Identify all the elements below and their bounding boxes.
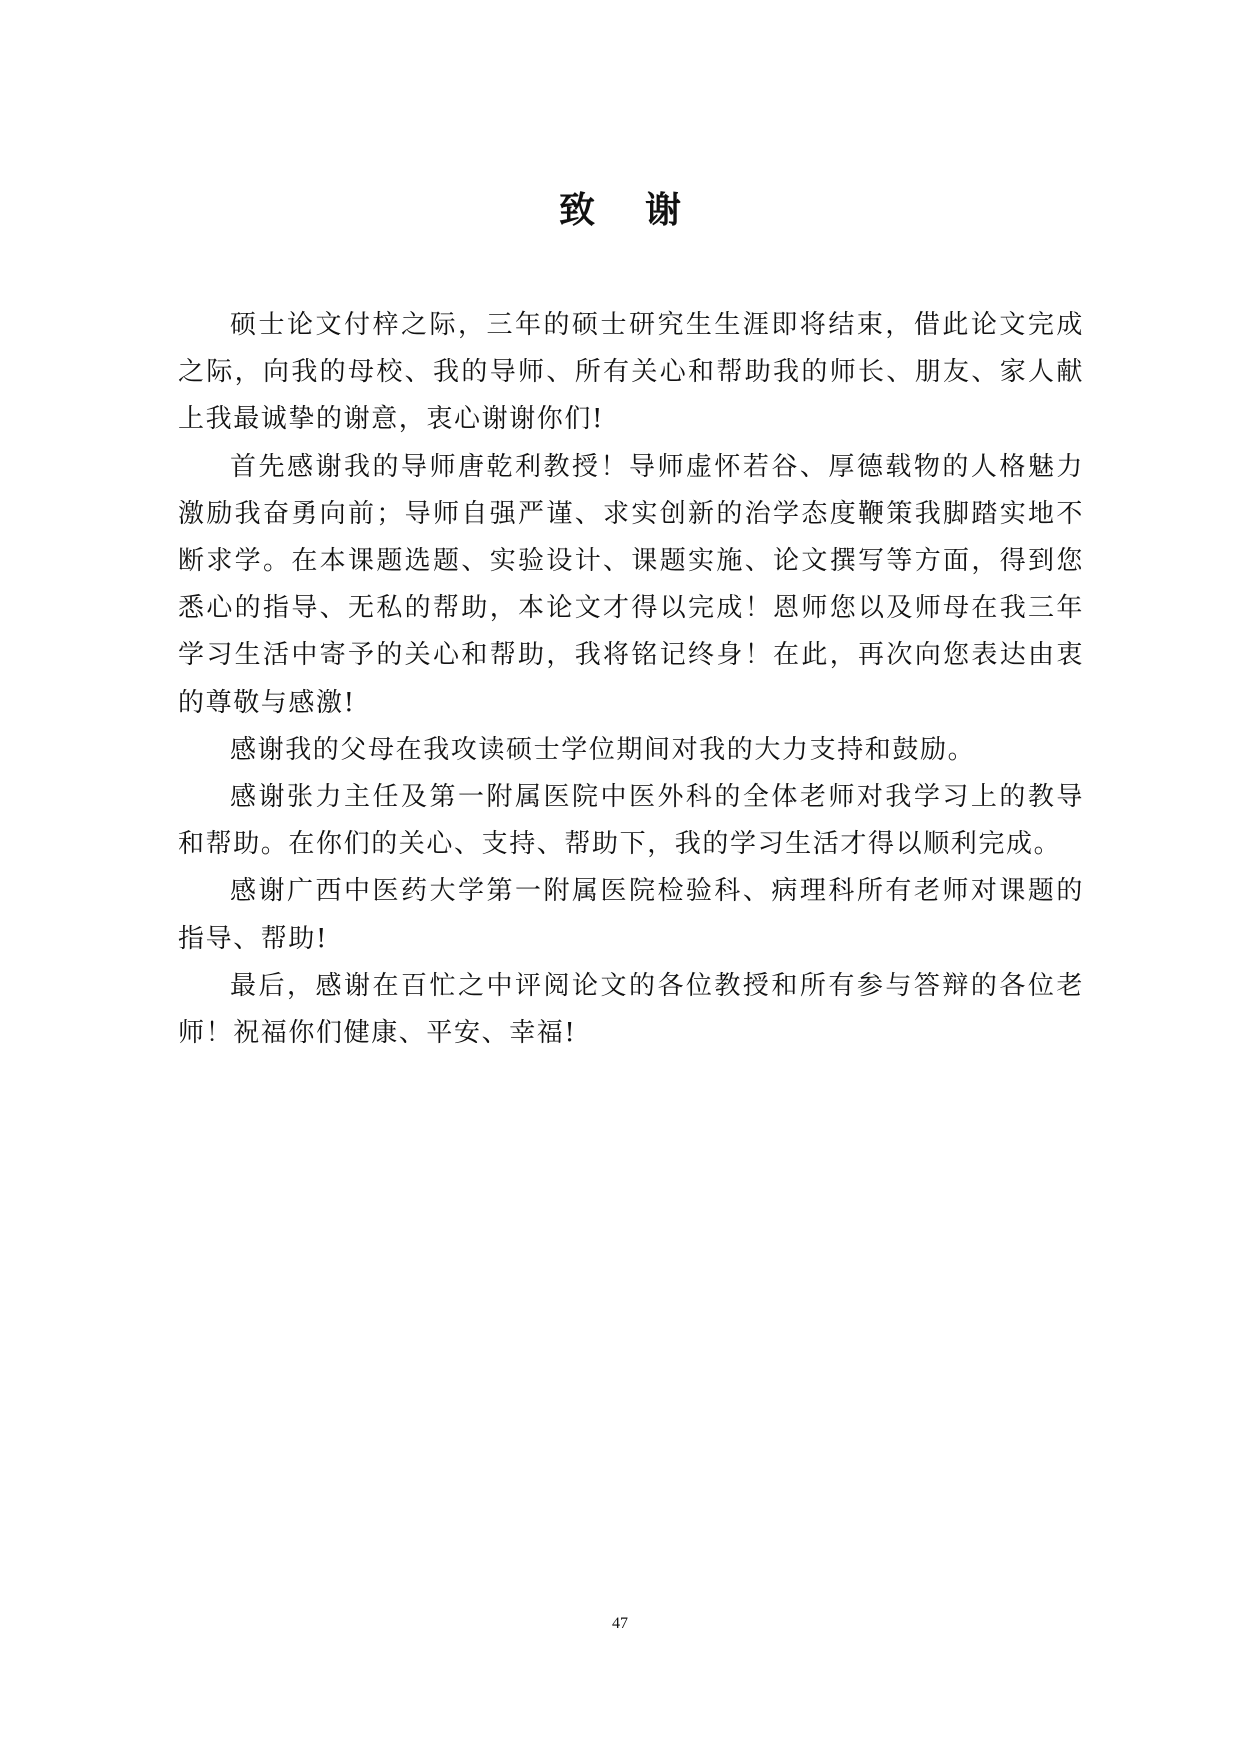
paragraph-advisor: 首先感谢我的导师唐乾利教授！导师虚怀若谷、厚德载物的人格魅力激励我奋勇向前；导师自强严谨、求实创新的治学态度鞭策我脚踏实地不断求学。在本课题选题、实验设计、课题实施、论文撰写等方面，得到您悉心的指导、无私的帮助，本论文才得以完成！恩师您以及师母在我三年学习生活中寄予的关心和帮助，我将铭记终身！在此，再次向您表达由衷的尊敬与感激! [178,451,1084,718]
paragraph-lab: 感谢广西中医药大学第一附属医院检验科、病理科所有老师对课题的指导、帮助! [178,876,1084,954]
paragraph-parents: 感谢我的父母在我攻读硕士学位期间对我的大力支持和鼓励。 [230,734,976,765]
acknowledgement-body [178,302,1084,1057]
paragraph-intro: 硕士论文付梓之际，三年的硕士研究生生涯即将结束，借此论文完成之际，向我的母校、我的导师、所有关心和帮助我的师长、朋友、家人献上我最诚挚的谢意，衷心谢谢你们! [178,310,1084,435]
page-number: 47 [612,1615,628,1632]
paragraph-closing: 最后，感谢在百忙之中评阅论文的各位教授和所有参与答辩的各位老师！祝福你们健康、平安、幸福! [178,970,1084,1049]
page-title: 致谢 [558,189,731,231]
paragraph-department: 感谢张力主任及第一附属医院中医外科的全体老师对我学习上的教导和帮助。在你们的关心、支持、帮助下，我的学习生活才得以顺利完成。 [178,782,1084,860]
